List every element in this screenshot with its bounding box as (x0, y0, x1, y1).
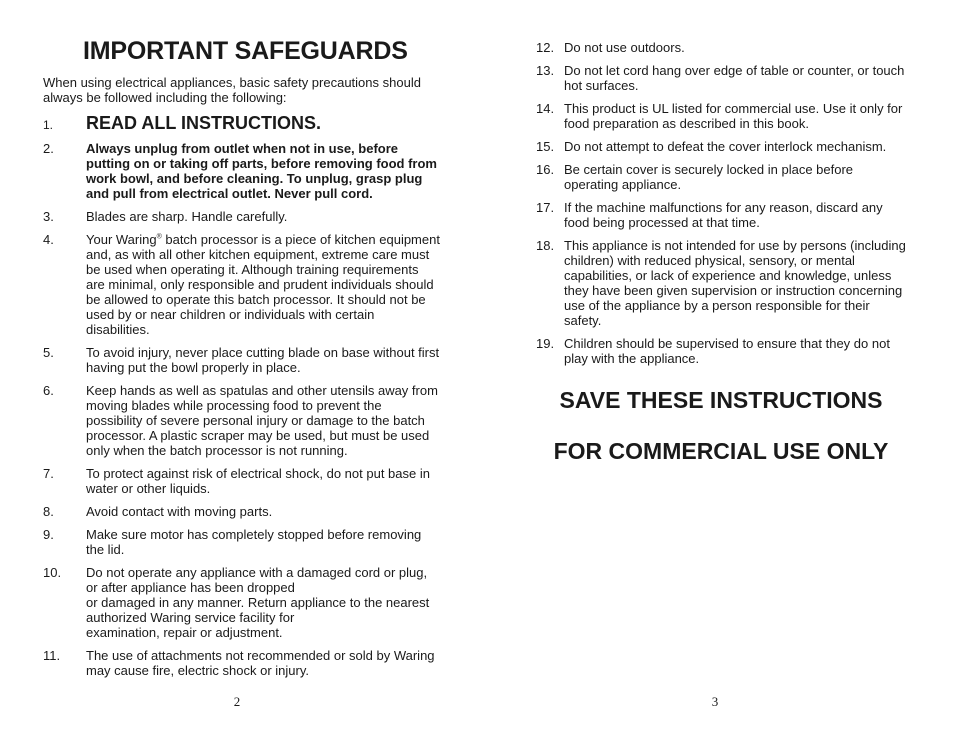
page-title: IMPORTANT SAFEGUARDS (83, 37, 408, 65)
item-text: To avoid injury, never place cutting blade on base without first having put the bowl properly in place. (86, 345, 440, 375)
item-text: This product is UL listed for commercial use. Use it only for food preparation as described in this book. (564, 101, 903, 131)
save-instructions-heading: SAVE THESE INSTRUCTIONS (559, 387, 883, 413)
list-item (43, 141, 440, 201)
item-text-line: examination, repair or adjustment. (86, 625, 283, 640)
registered-mark: ® (156, 233, 162, 241)
item-text: Do not use outdoors. (564, 40, 685, 55)
list-item (43, 209, 440, 224)
list-item (43, 648, 440, 678)
item-text (86, 232, 440, 337)
item-number: 5. (43, 345, 54, 360)
item-text: Be certain cover is securely locked in place before operating appliance. (564, 162, 854, 192)
list-item (536, 40, 906, 55)
list-item (536, 63, 906, 93)
safeguard-list-right (536, 40, 906, 366)
list-item (43, 466, 440, 496)
item-number: 3. (43, 209, 54, 224)
item-text: Do not let cord hang over edge of table or counter, or touch hot surfaces. (564, 63, 905, 93)
page-number: 2 (233, 694, 241, 709)
commercial-use-heading: FOR COMMERCIAL USE ONLY (553, 438, 889, 464)
list-item (43, 383, 440, 458)
item-number: 8. (43, 504, 54, 519)
item-text-line: or damaged in any manner. Return appliance to the nearest authorized Waring service facility for (86, 595, 430, 625)
list-item (536, 162, 906, 192)
item-number: 6. (43, 383, 54, 398)
item-number: 2. (43, 141, 54, 156)
item-number: 7. (43, 466, 54, 481)
right-page (536, 0, 906, 738)
list-item (536, 200, 906, 230)
list-item (43, 113, 440, 133)
item-text-pre: Your Waring (86, 232, 157, 247)
list-item (536, 101, 906, 131)
intro-paragraph: When using electrical appliances, basic safety precautions should always be followed including the following: (43, 75, 421, 105)
item-number: 1. (43, 118, 54, 132)
item-text: This appliance is not intended for use by persons (including children) with reduced physical, sensory, or mental capabilities, or lack of experience and knowledge, unless they have been given supervision or instruction concerning use of the appliance by a person responsible for their safety. (564, 238, 906, 328)
item-number: 11. (43, 648, 61, 663)
item-number: 17. (536, 200, 555, 215)
item-number: 10. (43, 565, 62, 580)
list-item (43, 345, 440, 375)
item-text: Do not attempt to defeat the cover interlock mechanism. (564, 139, 887, 154)
item-text: Children should be supervised to ensure that they do not play with the appliance. (564, 336, 890, 366)
page-number: 3 (711, 694, 719, 709)
item-number: 9. (43, 527, 54, 542)
item-number: 12. (536, 40, 555, 55)
item-text-line: Do not operate any appliance with a damaged cord or plug, or after appliance has been dropped (86, 565, 428, 595)
item-text: READ ALL INSTRUCTIONS. (86, 113, 322, 133)
safeguard-list-left (43, 113, 440, 678)
item-text: If the machine malfunctions for any reason, discard any food being processed at that time. (564, 200, 883, 230)
list-item (536, 139, 906, 154)
item-number: 19. (536, 336, 555, 351)
item-text: Keep hands as well as spatulas and other utensils away from moving blades while processing food to prevent the possibility of severe personal injury or damage to the batch processor. A plastic scraper may be used, but must be used only when the batch processor is not running. (86, 383, 438, 458)
item-number: 14. (536, 101, 555, 116)
item-number: 16. (536, 162, 555, 177)
item-text: Always unplug from outlet when not in use, before putting on or taking off parts, before removing food from work bowl, and before cleaning. To unplug, grasp plug and pull from electrical outlet. Never pull cord. (86, 141, 437, 201)
item-number: 15. (536, 139, 555, 154)
left-page (43, 0, 440, 738)
list-item (43, 565, 440, 640)
item-number: 13. (536, 63, 555, 78)
item-text: Blades are sharp. Handle carefully. (86, 209, 288, 224)
item-text: Avoid contact with moving parts. (86, 504, 273, 519)
list-item (536, 238, 906, 328)
item-number: 18. (536, 238, 555, 253)
list-item (536, 336, 906, 366)
list-item (43, 232, 440, 337)
item-text-post: batch processor is a piece of kitchen equipment and, as with all other kitchen equipment, extreme care must be used when operating it. Although training requirements are minimal, only responsible and prudent individuals should be allowed to operate this batch processor. It should not be used by or near children or individuals with certain disabilities. (86, 232, 440, 337)
item-text: The use of attachments not recommended or sold by Waring may cause fire, electric shock or injury. (86, 648, 435, 678)
item-text: To protect against risk of electrical shock, do not put base in water or other liquids. (86, 466, 430, 496)
item-text: Make sure motor has completely stopped before removing the lid. (86, 527, 422, 557)
item-text (86, 565, 440, 640)
list-item (43, 504, 440, 519)
item-number: 4. (43, 232, 54, 247)
list-item (43, 527, 440, 557)
